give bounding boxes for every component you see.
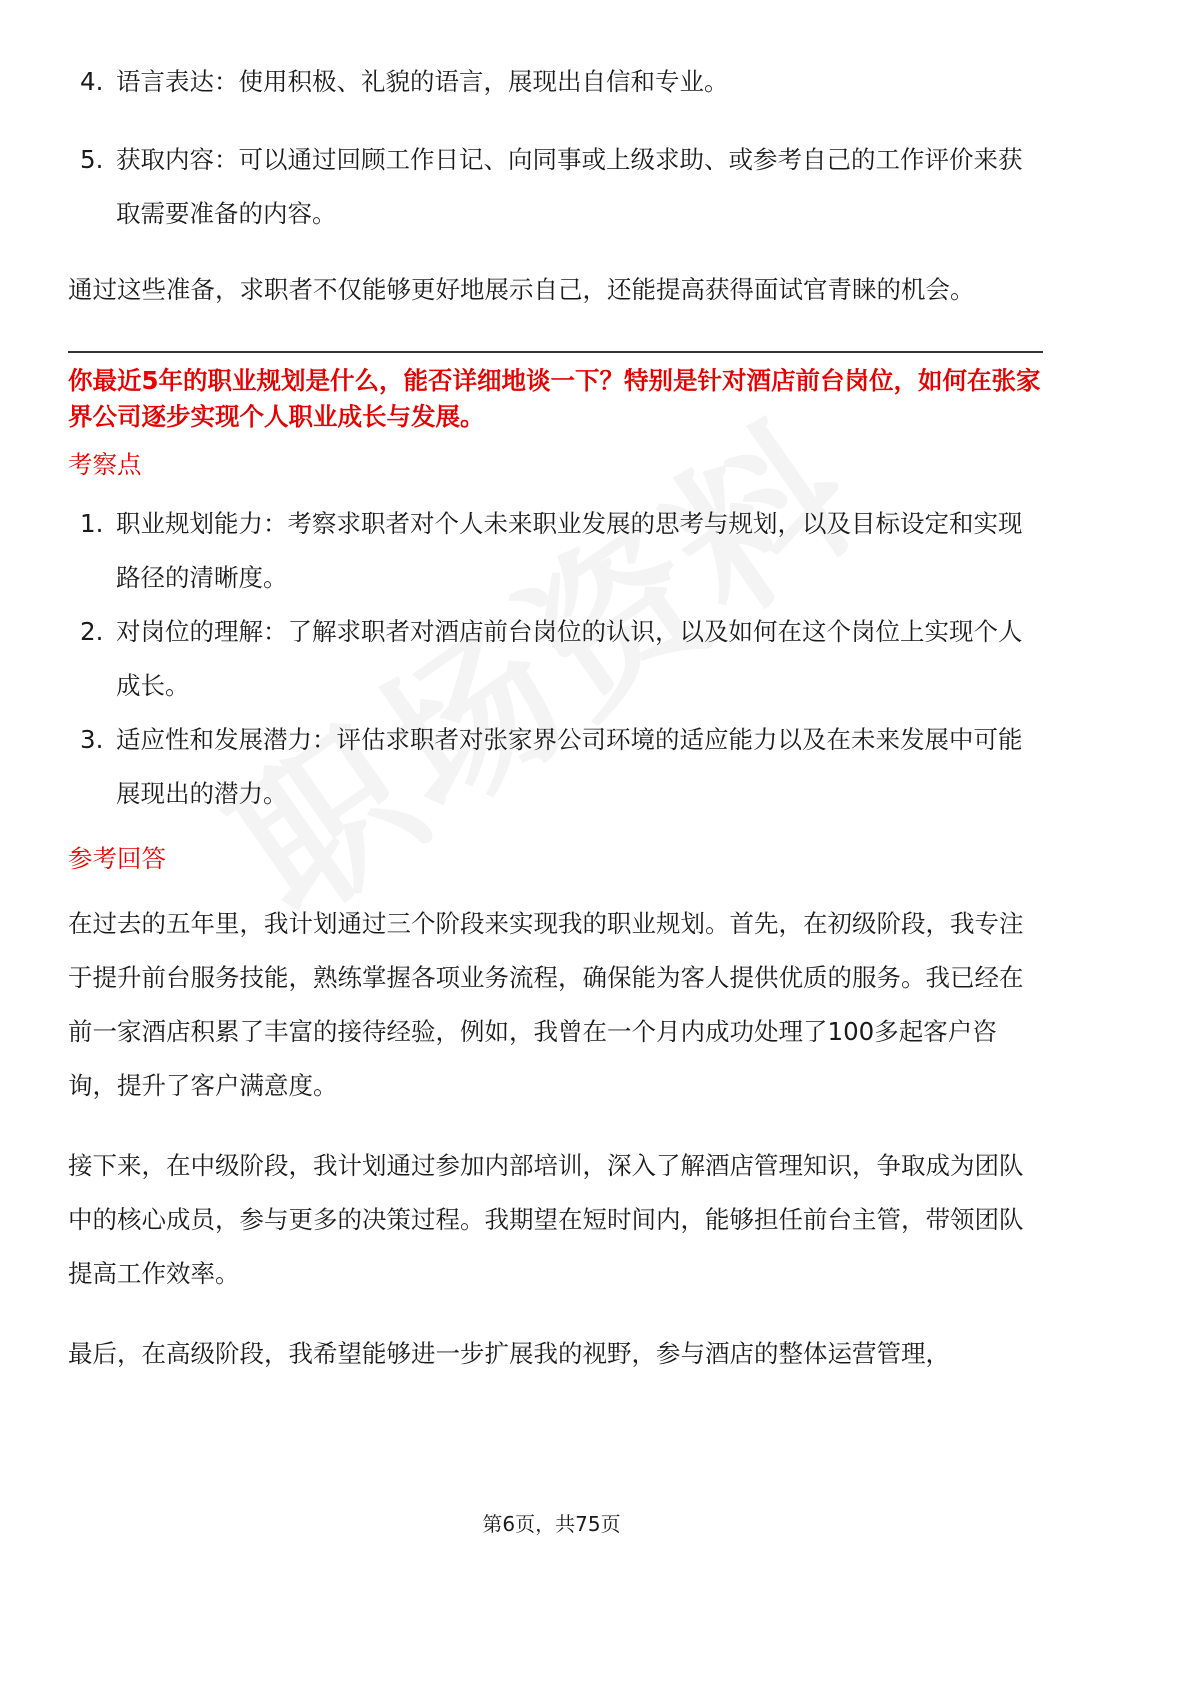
interview-question: 你最近5年的职业规划是什么，能否详细地谈一下？特别是针对酒店前台岗位，如何在张家界公司逐步实现个人职业成长与发展。 — [68, 366, 1041, 431]
list-number: 2. — [80, 617, 104, 646]
inspection-list — [68, 497, 1043, 821]
list-item — [68, 55, 1043, 109]
list-number: 1. — [80, 509, 104, 538]
list-number: 4. — [80, 67, 104, 96]
reference-paragraph: 最后，在高级阶段，我希望能够进一步扩展我的视野，参与酒店的整体运营管理， — [68, 1339, 950, 1368]
list-text: 职业规划能力：考察求职者对个人未来职业发展的思考与规划，以及目标设定和实现路径的清晰度。 — [116, 509, 1023, 592]
inspection-heading: 考察点 — [68, 450, 142, 479]
section-divider — [68, 351, 1043, 353]
list-text: 获取内容：可以通过回顾工作日记、向同事或上级求助、或参考自己的工作评价来获取需要准备的内容。 — [116, 145, 1023, 228]
page-content — [68, 55, 1043, 1381]
summary-paragraph: 通过这些准备，求职者不仅能够更好地展示自己，还能提高获得面试官青睐的机会。 — [68, 275, 975, 304]
list-item — [68, 605, 1043, 713]
preparation-list — [68, 55, 1043, 241]
list-text: 适应性和发展潜力：评估求职者对张家界公司环境的适应能力以及在未来发展中可能展现出的潜力。 — [116, 725, 1023, 808]
list-number: 5. — [80, 145, 104, 174]
reference-paragraph: 接下来，在中级阶段，我计划通过参加内部培训，深入了解酒店管理知识，争取成为团队中的核心成员，参与更多的决策过程。我期望在短时间内，能够担任前台主管，带领团队提高工作效率。 — [68, 1151, 1024, 1288]
list-item — [68, 497, 1043, 605]
list-number: 3. — [80, 725, 104, 754]
list-item — [68, 713, 1043, 821]
reference-paragraph: 在过去的五年里，我计划通过三个阶段来实现我的职业规划。首先，在初级阶段，我专注于提升前台服务技能，熟练掌握各项业务流程，确保能为客人提供优质的服务。我已经在前一家酒店积累了丰富的接待经验，例如，我曾在一个月内成功处理了100多起客户咨询，提升了客户满意度。 — [68, 909, 1024, 1100]
reference-heading: 参考回答 — [68, 844, 166, 873]
list-text: 对岗位的理解：了解求职者对酒店前台岗位的认识，以及如何在这个岗位上实现个人成长。 — [116, 617, 1023, 700]
list-text: 语言表达：使用积极、礼貌的语言，展现出自信和专业。 — [116, 67, 729, 96]
list-item — [68, 133, 1043, 241]
page-number: 第6页，共75页 — [482, 1512, 621, 1536]
